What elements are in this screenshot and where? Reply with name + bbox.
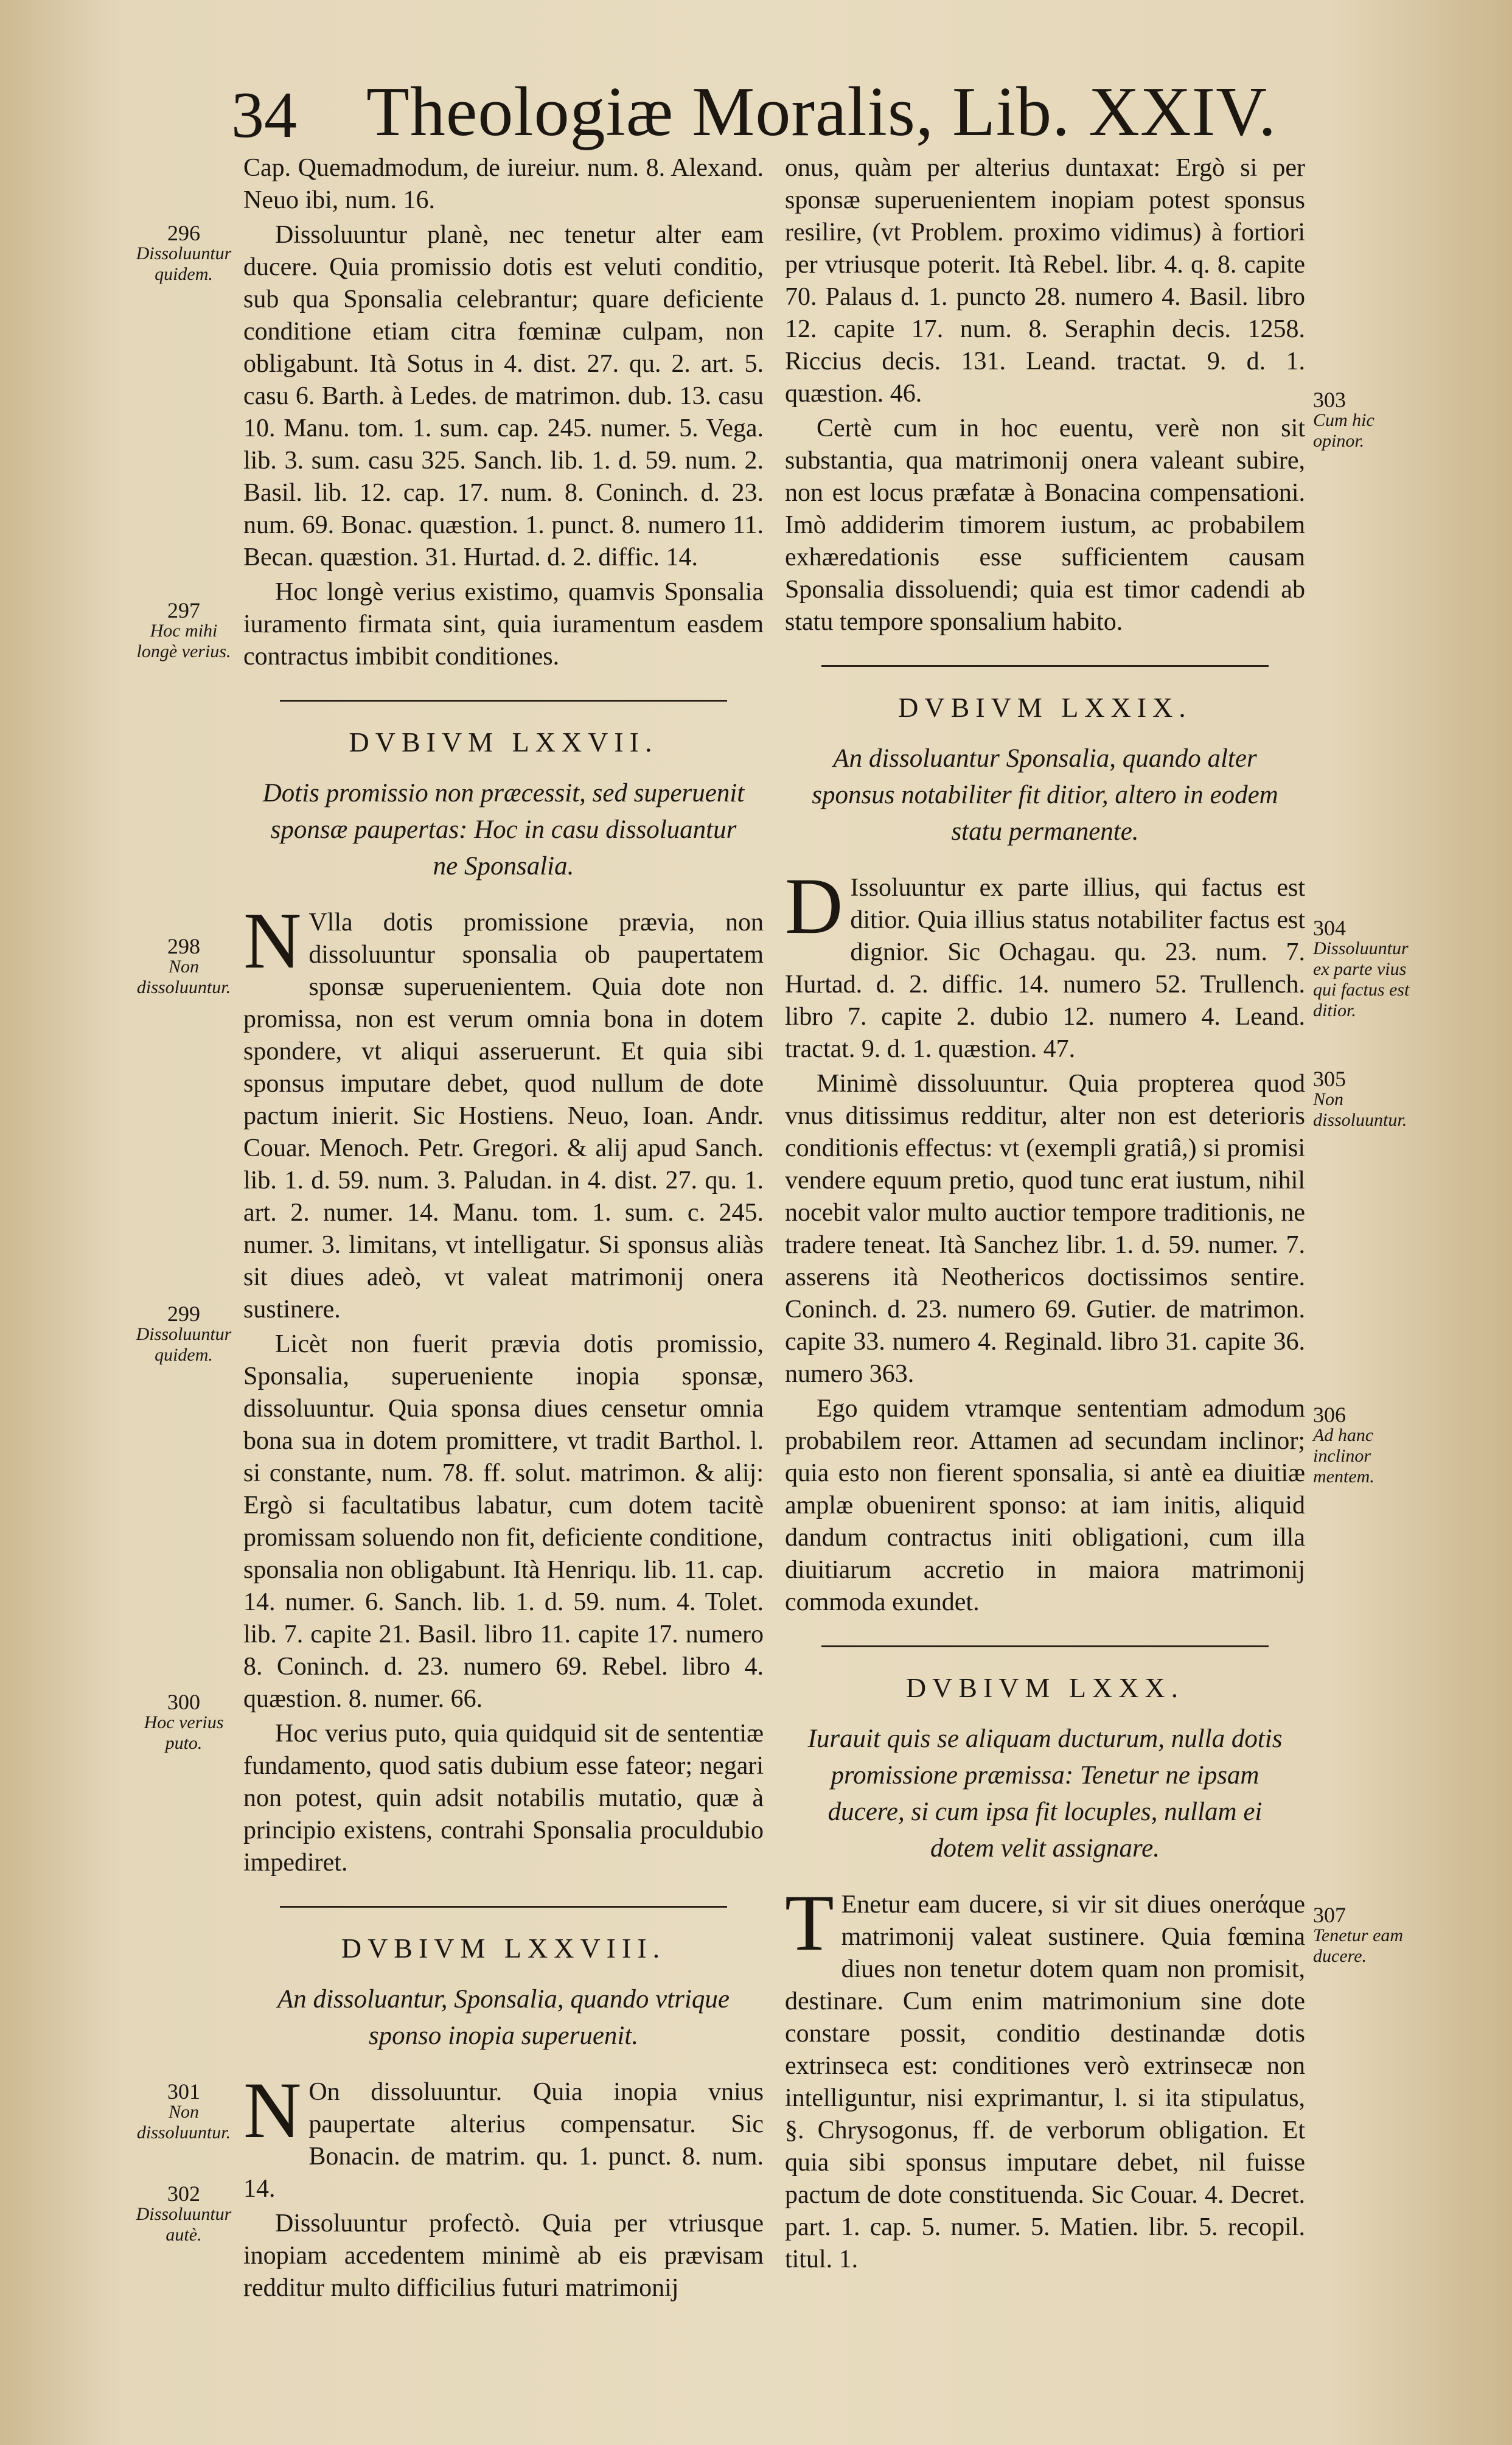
margin-note-301: 301 Non dissoluuntur. <box>136 2079 231 2143</box>
paragraph: Dissoluuntur profectò. Quia per vtriusque inopiam accedentem minimè ab eis prævisam redditur multo difficilius futuri matrimonij <box>243 2210 764 2302</box>
margin-note-297: 297 Hoc mihi longè verius. <box>136 598 231 661</box>
drop-cap: D <box>785 861 843 950</box>
dubium-heading: DVBIVM LXXVIII. <box>341 1933 666 1964</box>
dubium-heading: DVBIVM LXXX. <box>905 1672 1185 1703</box>
paragraph: Licèt non fuerit prævia dotis promissio, Sponsalia, superueniente inopia sponsæ, dissoluuntur. Quia sponsa diues censetur omnia bona sua in dotem promittere, vt tradit Barthol. l. si constante, num. 78. ff. solut. matrimon. & alij: Ergò si facultatibus labatur, cum dotem tacitè promissam soluendo non fit, deficiente conditione, sponsalia non obligabunt. Ità Henriqu. lib. 11. cap. 14. numer. 6. Sanch. lib. 1. d. 59. num. 4. Tolet. lib. 7. capite 21. Basil. libro 11. capite 17. numero 8. Coninch. d. 23. numero 69. Rebel. libro 4. quæstion. 8. numer. 66. <box>243 1330 764 1713</box>
paragraph: Ego quidem vtramque sententiam admodum probabilem reor. Attamen ad secundam inclinor; quia esto non fierent sponsalia, si antè ea diuitiæ amplæ obuenirent sponso: at iam initis, aliquid dandum contractus initi obligationi, cum illa diuitiarum accretio in maiora matrimonij commoda exundet. <box>785 1395 1305 1616</box>
margin-note-299: 299 Dissoluuntur quidem. <box>136 1302 232 1365</box>
running-head: Theologiæ Moralis, Lib. XXIV. <box>366 73 1277 151</box>
paragraph: Cap. Quemadmodum, de iureiur. num. 8. Alexand. Neuo ibi, num. 16. <box>243 154 764 214</box>
margin-note-296: 296 Dissoluuntur quidem. <box>136 221 232 284</box>
margin-note-306: 306 Ad hanc inclinor mentem. <box>1313 1403 1374 1487</box>
paragraph: N On dissoluuntur. Quia inopia vnius paupertate alterius compensatur. Sic Bonacin. de matrim. qu. 1. punct. 8. num. 14. <box>243 2065 764 2203</box>
dubium-question: An dissoluantur Sponsalia, quando alter sponsus notabiliter fit ditior, altero in eodem statu permanente. <box>812 744 1278 846</box>
section-divider <box>821 665 1269 667</box>
margin-note-307: 307 Tenetur eam ducere. <box>1313 1903 1404 1966</box>
paragraph: Minimè dissoluuntur. Quia propterea quod vnus ditissimus redditur, alter non est deterioris conditionis effectus: vt (exempli gratiâ,) si promisi vendere equum pretio, quod tunc erat iustum, nihil nocebit valor multo auctior tempore traditionis, ne tradere teneat. Ità Sanchez libr. 1. d. 59. numer. 7. asserens ità Neothericos doctissimos sentire. Coninch. d. 23. numero 69. Gutier. de matrimon. capite 33. numero 4. Reginald. libro 31. capite 36. numero 363. <box>785 1070 1305 1388</box>
paragraph: Certè cum in hoc euentu, verè non sit substantia, qua matrimonij onera valeant subire, non est locus præfatæ à Bonacina compensationi. Imò addiderim timorem iustum, ac probabilem exhæredationis esse sufficientem causam Sponsalia dissoluendi; quia est timor cadendi ab statu tempore sponsalium habito. <box>785 414 1305 636</box>
paragraph: D Issoluuntur ex parte illius, qui factus est ditior. Quia illius status notabiliter factus est dignior. Sic Ochagau. qu. 23. num. 7. Hurtad. d. 2. diffic. 14. numero 52. Trullench. libro 7. capite 2. dubio 12. numero 4. Leand. tractat. 9. d. 1. quæstion. 47. <box>785 861 1305 1063</box>
margin-note-300: 300 Hoc verius puto. <box>144 1690 224 1753</box>
drop-cap: N <box>243 2065 302 2155</box>
paragraph: Hoc longè verius existimo, quamvis Sponsalia iuramento firmata sint, quia iuramentum easdem contractus imbibit conditiones. <box>243 578 764 671</box>
paragraph: Hoc verius puto, quia quidquid sit de sententiæ fundamento, quod satis dubium esse fateor; negari non potest, quin adsit notabilis mutatio, quæ à principio existens, contrahi Sponsalia proculdubio impediret. <box>243 1720 764 1877</box>
margin-note-298: 298 Non dissoluuntur. <box>136 934 231 997</box>
dubium-question: An dissoluantur, Sponsalia, quando vtrique sponso inopia superuenit. <box>277 1985 730 2050</box>
margin-note-305: 305 Non dissoluuntur. <box>1313 1067 1407 1130</box>
dubium-heading: DVBIVM LXXIX. <box>898 692 1192 723</box>
margin-note-304: 304 Dissoluuntur ex parte vius qui factus est ditior. <box>1313 916 1410 1020</box>
section-divider <box>821 1645 1269 1647</box>
drop-cap: N <box>243 896 302 985</box>
section-divider <box>280 700 727 702</box>
page-number: 34 <box>231 79 297 152</box>
dubium-question: Iurauit quis se aliquam ducturum, nulla dotis promissione præmissa: Tenetur ne ipsam ducere, si cum ipsa fit locuples, nullam ei dotem velit assignare. <box>807 1725 1283 1863</box>
margin-note-303: 303 Cum hic opinor. <box>1313 388 1374 451</box>
paragraph: onus, quàm per alterius duntaxat: Ergò si per sponsæ superuenientem inopiam potest sponsus resilire, (vt Problem. proximo vidimus) à fortiori per vtriusque poterit. Ità Rebel. libr. 4. q. 8. capite 70. Palaus d. 1. puncto 28. numero 4. Basil. libro 12. capite 17. num. 8. Seraphin decis. 1258. Riccius decis. 131. Leand. tractat. 9. d. 1. quæstion. 46. <box>785 154 1305 408</box>
paragraph: N Vlla dotis promissione prævia, non dissoluuntur sponsalia ob paupertatem sponsæ superuenientem. Quia dote non promissa, non est verum omnia bona in dotem spondere, vt aliqui asseruerunt. Et quia sibi sponsus imputare debet, quod nullum de dote pactum inierit. Sic Hostiens. Neuo, Ioan. Andr. Couar. Menoch. Petr. Gregori. & alij apud Sanch. lib. 1. d. 59. num. 3. Paludan. in 4. dist. 27. qu. 1. art. 2. numer. 14. Manu. tom. 1. sum. c. 245. numer. 3. limitans, vt intelligatur. Si sponsus aliàs sit diues adeò, vt valeat matrimonij onera sustinere. <box>243 896 764 1324</box>
right-column <box>785 152 1305 2278</box>
dubium-heading: DVBIVM LXXVII. <box>349 727 658 758</box>
drop-cap: T <box>785 1878 834 1967</box>
paragraph: Dissoluuntur planè, nec tenetur alter eam ducere. Quia promissio dotis est veluti conditio, sub qua Sponsalia celebrantur; quare deficiente conditione etiam citra fœminæ culpam, non obligabunt. Ità Sotus in 4. dist. 27. qu. 2. art. 5. casu 6. Barth. à Ledes. de matrimon. dub. 13. casu 10. Manu. tom. 1. sum. cap. 245. numer. 5. Vega. lib. 3. sum. casu 325. Sanch. lib. 1. d. 59. num. 2. Basil. lib. 12. cap. 17. num. 8. Coninch. d. 23. num. 69. Bonac. quæstion. 1. punct. 8. numero 11. Becan. quæstion. 31. Hurtad. d. 2. diffic. 14. <box>243 221 764 571</box>
margin-note-302: 302 Dissoluuntur autè. <box>136 2182 232 2245</box>
left-column <box>243 152 764 2307</box>
paragraph: T Enetur eam ducere, si vir sit diues onerάque matrimonij valeat sustinere. Quia fœmina diues non tenetur dotem quam non promisit, destinare. Cum enim matrimonium sine dote constare possit, conditio destinandæ dotis extrinseca est: conditiones verò extrinsecæ non intelliguntur, nisi exprimantur, l. si ita stipulatus, §. Chrysogonus, ff. de verborum obligation. Et quia sibi sponsus imputare debet, nil fuisse pactum de dote constituenda. Sic Couar. 4. Decret. part. 1. cap. 5. numer. 5. Matien. libr. 5. recopil. titul. 1. <box>785 1878 1305 2273</box>
dubium-question: Dotis promissio non præcessit, sed superuenit sponsæ paupertas: Hoc in casu dissoluantur ne Sponsalia. <box>262 779 745 881</box>
section-divider <box>280 1906 727 1908</box>
